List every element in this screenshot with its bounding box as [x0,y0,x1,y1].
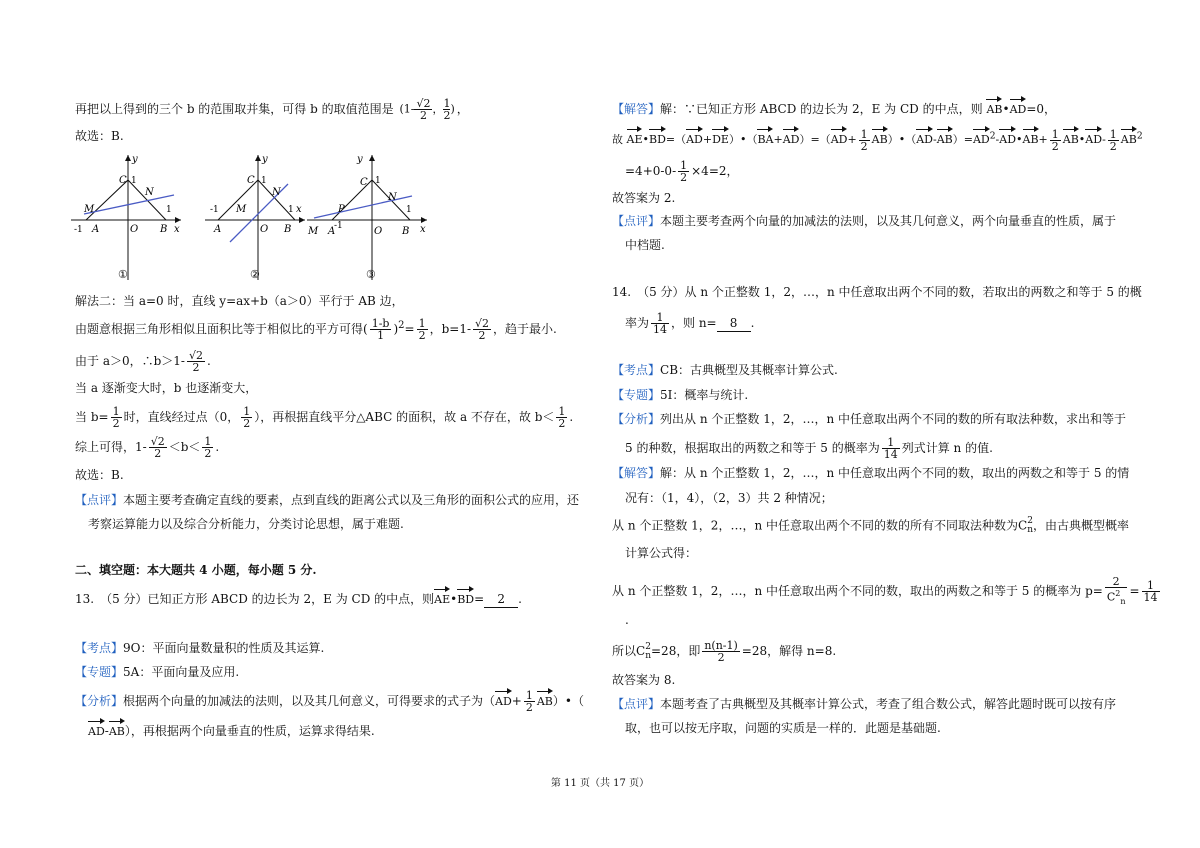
text-line: 故 AE•BD=（AD+DE）•（BA+AD）=（AD+ $\frac{1}{2}$ $AB)•(AD-AB)=AD^2-AD•AB+$ $\frac{1}{2}$ AB•AD- $\frac{1}{2}$ $AB^2$ [612,127,1143,153]
zhuanti: 【专题】5I：概率与统计. [612,388,749,402]
svg-text:①: ① [118,268,128,281]
svg-text:N: N [388,192,397,203]
text-line: 再把以上得到的三个 b 的范围取并集，可得 b 的取值范围是 (1- $\frac{√2}{2}$ ， $\frac{1}{2}$ ) ， [75,97,469,122]
jieda: 【解答】解：从 n 个正整数 1，2，…，n 中任意取出两个不同的数，取出的两数之和等于 5 的情 [612,466,1130,480]
svg-text:B: B [160,224,168,235]
text-line: 解法二：当 a=0 时，直线 y=ax+b（a＞0）平行于 AB 边， [75,294,404,308]
svg-text:A: A [92,224,100,235]
graph-2 [200,150,310,282]
text-line: 故选：B. [75,129,124,143]
svg-text:y: y [357,154,363,165]
text-line: 当 b= $\frac{1}{2}$ 时，直线经过点（0， $\frac{1}{2}$ ），再根据直线平分△ABC 的面积，故 a 不存在，故 b＜ $\frac{1}{2}$ . [75,405,574,430]
svg-text:1: 1 [261,176,267,186]
svg-text:O: O [260,224,269,235]
comment-block: 【点评】本题主要考查两个向量的加减法的法则，以及其几何意义，两个向量垂直的性质，属于 [612,214,1117,228]
comment-block: 【点评】本题考查了古典概型及其概率计算公式，考查了组合数公式，解答此题时既可以按有序 [612,697,1117,711]
graph-1 [66,150,186,282]
svg-text:②: ② [250,268,260,281]
svg-text:B: B [284,224,292,235]
graph-3 [302,150,432,282]
svg-text:x: x [174,224,180,235]
svg-text:P: P [338,204,345,215]
svg-text:C: C [119,175,127,186]
text-line: =4+0-0- $\frac{1}{2}$ ×4=2， [625,159,739,184]
svg-text:1: 1 [406,205,412,215]
svg-text:x: x [420,224,426,235]
range-fraction: (1- $\frac{√2}{2}$ ， $\frac{1}{2}$ ) [399,97,455,122]
svg-text:M: M [236,204,247,215]
text-line: 计算公式得： [625,546,698,560]
answer-blank: 2 [484,591,518,608]
section-heading: 二、填空题：本大题共 4 小题，每小题 5 分. [75,563,317,577]
svg-text:M: M [84,204,95,215]
text-line: AD-AB），再根据两个向量垂直的性质，运算求得结果. [88,720,375,740]
svg-text:A: A [328,226,336,237]
svg-text:1: 1 [288,205,294,215]
svg-text:O: O [374,226,383,237]
fenxi: 【分析】列出从 n 个正整数 1，2，…，n 中任意取出两个不同的数的所有取法种数，求出和等于 [612,412,1127,426]
text-line: 故答案为 8. [612,673,676,687]
svg-text:O: O [130,224,139,235]
text-line: 中档题. [625,238,665,252]
svg-text:③: ③ [366,268,376,281]
text-line: 故答案为 2. [612,191,676,205]
svg-text:-1: -1 [74,225,83,235]
kaodian: 【考点】CB：古典概型及其概率计算公式. [612,363,838,377]
svg-text:1: 1 [131,176,137,186]
svg-text:y: y [132,154,138,165]
svg-text:-1: -1 [334,221,343,231]
text-line: 5 的种数，根据取出的两数之和等于 5 的概率为 $\frac{1}{14}$ 列式计算 n 的值. [625,436,993,461]
text-line: . [625,613,629,627]
svg-text:C: C [247,175,255,186]
comment-block: 【点评】本题主要考查确定直线的要素，点到直线的距离公式以及三角形的面积公式的应用，还 [75,493,580,507]
page-footer: 第 11 页（共 17 页） [550,778,650,789]
svg-text:1: 1 [166,205,172,215]
svg-text:1: 1 [375,176,381,186]
text-line: 所以C 2 n =28，即 $\frac{n(n-1)}{2}$ =28，解得 n=8. [612,639,837,664]
text-line: 从 n 个正整数 1，2，…，n 中任意取出两个不同的数，取出的两数之和等于 5 的概率为 p= $\frac{2}{C^2_n}$ = $\frac{1}{14}$ [612,575,1158,606]
text-line: 率为 $\frac{1}{14}$ ，则 n= 8 . [625,311,755,336]
svg-text:N: N [272,187,281,198]
zhuanti: 【专题】5A：平面向量及应用. [75,665,240,679]
answer-blank: 8 [717,315,751,332]
text-line: 故选：B. [75,468,124,482]
svg-text:N: N [145,187,154,198]
answer-13: 【解答】解：∵已知正方形 ABCD 的边长为 2，E 为 CD 的中点，则 AB•AD=0， [612,98,1056,118]
text-line: 综上可得，1- $\frac{√2}{2}$ ＜b＜ $\frac{1}{2}$ . [75,435,220,460]
question-13: 13. （5 分）已知正方形 ABCD 的边长为 2，E 为 CD 的中点，则AE•BD= 2 . [75,588,522,608]
svg-text:-1: -1 [210,205,219,215]
text-line: 由题意根据三角形相似且面积比等于相似比的平方可得( $\frac{1-b}{1}$ )$^2$= $\frac{1}{2}$ ，b=1- $\frac{√2}{2}$ ，趋于最小. [75,317,557,342]
svg-text:x: x [296,204,302,215]
text-line: 从 n 个正整数 1，2，…，n 中任意取出两个不同的数的所有不同取法种数为C 2 n ，由古典概型概率 [612,516,1129,535]
question-14: 14. （5 分）从 n 个正整数 1，2，…，n 中任意取出两个不同的数，若取出的两数之和等于 5 的概 [612,285,1142,299]
text-line: 由于 a＞0，∴b＞1- $\frac{√2}{2}$ . [75,349,211,374]
text-line: 况有：（1，4），（2，3）共 2 种情况； [625,491,833,505]
text-line: 取，也可以按无序取，问题的实质是一样的．此题是基础题. [625,721,941,735]
fenxi: 【分析】根据两个向量的加减法的法则，以及其几何意义，可得要求的式子为（AD+ $\frac{1}{2}$ AB）•（ [75,689,584,714]
svg-text:M: M [308,226,319,237]
text-line: 考察运算能力以及综合分析能力，分类讨论思想，属于难题. [88,517,404,531]
kaodian: 【考点】9O：平面向量数量积的性质及其运算. [75,641,325,655]
svg-text:y: y [262,154,268,165]
svg-text:A: A [214,224,222,235]
svg-text:B: B [402,226,410,237]
text-line: 当 a 逐渐变大时，b 也逐渐变大， [75,381,258,395]
svg-text:C: C [360,177,368,188]
